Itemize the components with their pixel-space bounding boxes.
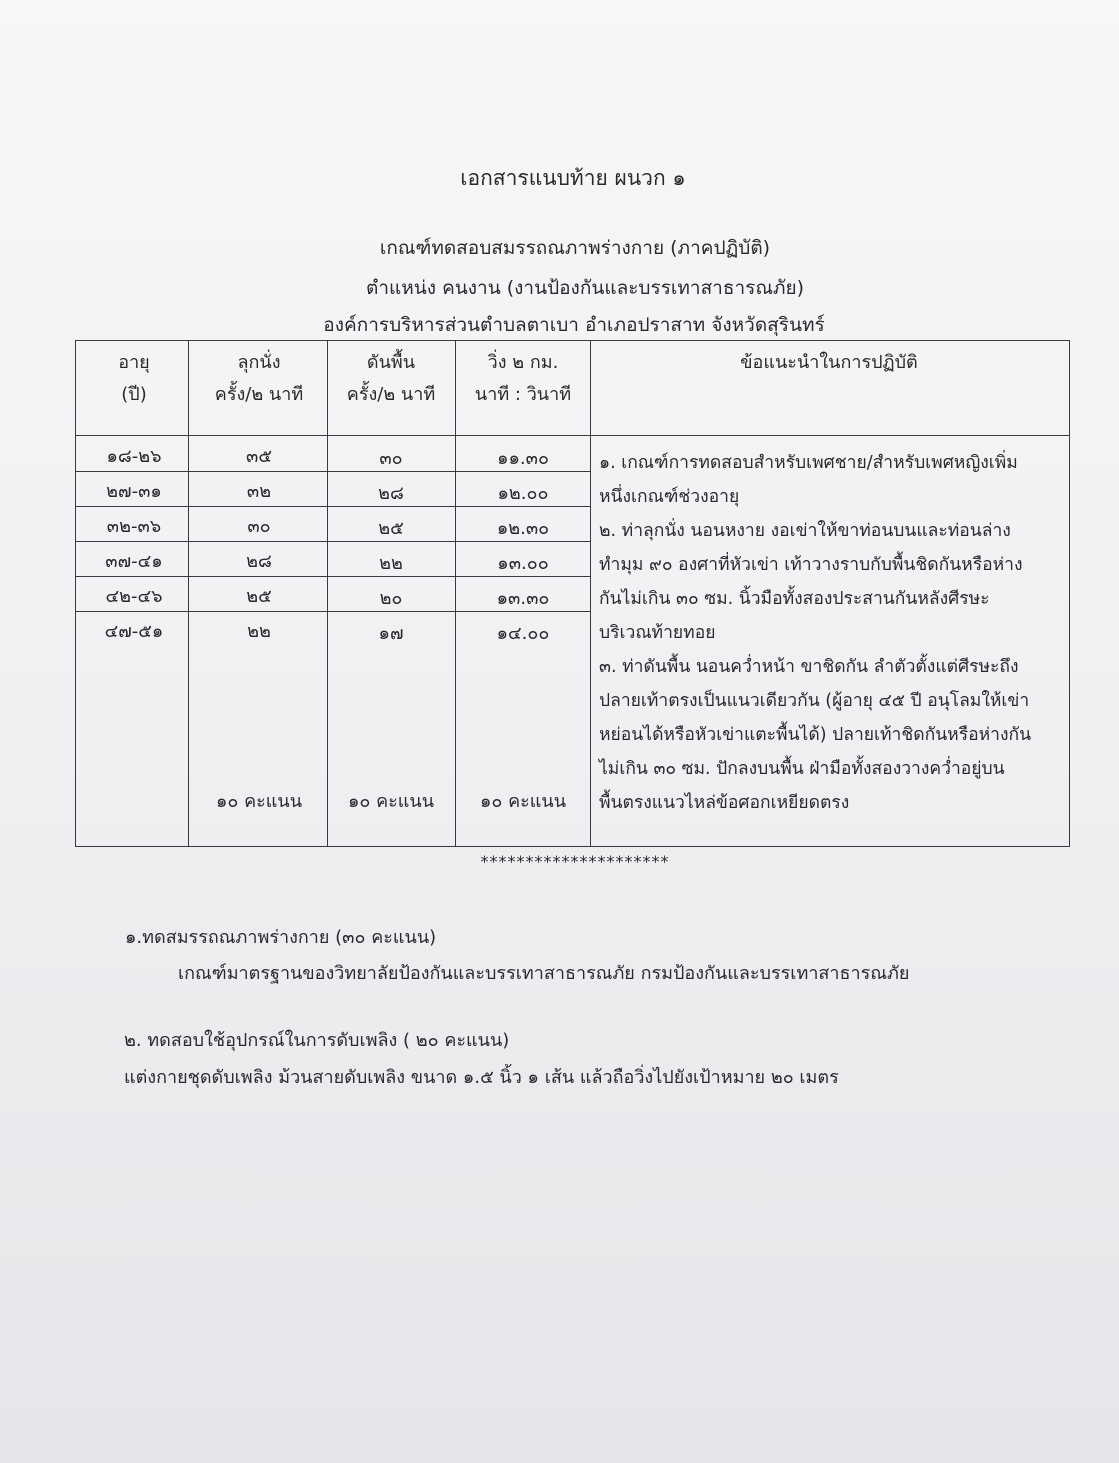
header-notes: ข้อแนะนำในการปฏิบัติ bbox=[740, 352, 918, 373]
cell-pushup: ๒๐ bbox=[379, 588, 403, 609]
cell-run: ๑๓.๐๐ bbox=[497, 553, 549, 574]
note-line: ๑. เกณฑ์การทดสอบสำหรับเพศชาย/สำหรับเพศหญิงเพิ่ม bbox=[599, 453, 1018, 473]
fitness-criteria-table bbox=[75, 340, 1070, 847]
column-divider bbox=[590, 341, 591, 846]
header-run-unit: นาที : วินาที bbox=[474, 384, 572, 405]
cell-run: ๑๑.๓๐ bbox=[497, 448, 549, 469]
cell-run: ๑๓.๓๐ bbox=[496, 588, 550, 609]
note-line: ทำมุม ๙๐ องศาที่หัวเข่า เท้าวางราบกับพื้นชิดกันหรือห่าง bbox=[599, 555, 1023, 575]
cell-situp: ๓๒ bbox=[246, 481, 272, 502]
note-line: หนึ่งเกณฑ์ช่วงอายุ bbox=[599, 487, 740, 507]
note-line: พื้นตรงแนวไหล่ข้อศอกเหยียดตรง bbox=[599, 793, 850, 813]
note-line: ๓. ท่าดันพื้น นอนคว่ำหน้า ขาชิดกัน ลำตัวตั้งแต่ศีรษะถึง bbox=[599, 657, 1019, 677]
cell-situp: ๓๕ bbox=[246, 446, 272, 467]
note-line: บริเวณท้ายทอย bbox=[599, 623, 716, 643]
cell-situp: ๒๒ bbox=[247, 621, 271, 642]
cell-pushup: ๒๘ bbox=[378, 483, 404, 504]
note-line: กันไม่เกิน ๓๐ ซม. นิ้วมือทั้งสองประสานกันหลังศีรษะ bbox=[599, 589, 990, 609]
column-divider bbox=[327, 341, 328, 846]
note-line: ปลายเท้าตรงเป็นแนวเดียวกัน (ผู้อายุ ๔๕ ปี อนุโลมให้เข่า bbox=[599, 691, 1030, 711]
score-run: ๑๐ คะแนน bbox=[479, 791, 567, 812]
cell-age: ๓๒-๓๖ bbox=[106, 516, 162, 537]
cell-situp: ๒๕ bbox=[246, 586, 272, 607]
header-age-unit: (ปี) bbox=[121, 384, 147, 405]
section2-heading: ๒. ทดสอบใช้อุปกรณ์ในการดับเพลิง ( ๒๐ คะแนน) bbox=[124, 1030, 510, 1051]
cell-pushup: ๒๕ bbox=[378, 518, 404, 539]
header-pushup-label: ดันพื้น bbox=[366, 352, 416, 373]
row-divider bbox=[76, 471, 590, 472]
header-divider bbox=[76, 435, 1069, 436]
cell-run: ๑๒.๓๐ bbox=[496, 518, 550, 539]
cell-pushup: ๑๗ bbox=[378, 623, 404, 644]
document-subtitle-position: ตำแหน่ง คนงาน (งานป้องกันและบรรเทาสาธารณภัย) bbox=[365, 277, 805, 299]
score-situp: ๑๐ คะแนน bbox=[215, 791, 303, 812]
cell-run: ๑๒.๐๐ bbox=[497, 483, 549, 504]
header-situp bbox=[215, 347, 303, 411]
section1-heading: ๑.ทดสมรรถณภาพร่างกาย (๓๐ คะแนน) bbox=[125, 927, 437, 948]
cell-age: ๔๒-๔๖ bbox=[105, 586, 163, 607]
row-divider bbox=[76, 576, 590, 577]
cell-pushup: ๓๐ bbox=[379, 448, 403, 469]
column-divider bbox=[188, 341, 189, 846]
cell-age: ๔๗-๕๑ bbox=[104, 621, 164, 642]
column-divider bbox=[455, 341, 456, 846]
document-subtitle-criteria: เกณฑ์ทดสอบสมรรถณภาพร่างกาย (ภาคปฏิบัติ) bbox=[379, 237, 771, 259]
cell-situp: ๒๘ bbox=[246, 551, 272, 572]
cell-run: ๑๔.๐๐ bbox=[496, 623, 550, 644]
header-run-label: วิ่ง ๒ กม. bbox=[487, 352, 559, 373]
row-divider bbox=[76, 611, 590, 612]
separator-stars: ********************* bbox=[480, 852, 670, 871]
header-pushup bbox=[347, 347, 435, 411]
cell-age: ๒๗-๓๑ bbox=[106, 481, 162, 502]
cell-age: ๑๘-๒๖ bbox=[106, 446, 162, 467]
header-age bbox=[118, 347, 149, 411]
document-subtitle-organization: องค์การบริหารส่วนตำบลตาเบา อำเภอปราสาท จังหวัดสุรินทร์ bbox=[323, 314, 825, 336]
cell-age: ๓๗-๔๑ bbox=[105, 551, 163, 572]
cell-situp: ๓๐ bbox=[247, 516, 271, 537]
note-line: ไม่เกิน ๓๐ ซม. ปักลงบนพื้น ฝ่ามือทั้งสองวางคว่ำอยู่บน bbox=[599, 759, 1005, 779]
header-run bbox=[475, 347, 571, 411]
row-divider bbox=[76, 506, 590, 507]
section1-body: เกณฑ์มาตรฐานของวิทยาลัยป้องกันและบรรเทาสาธารณภัย กรมป้องกันและบรรเทาสาธารณภัย bbox=[178, 963, 910, 984]
header-situp-label: ลุกนั่ง bbox=[237, 352, 281, 373]
score-pushup: ๑๐ คะแนน bbox=[347, 791, 435, 812]
header-situp-unit: ครั้ง/๒ นาที bbox=[214, 384, 304, 405]
row-divider bbox=[76, 541, 590, 542]
header-pushup-unit: ครั้ง/๒ นาที bbox=[346, 384, 436, 405]
practice-notes bbox=[599, 446, 1064, 820]
header-age-label: อายุ bbox=[118, 352, 150, 373]
section2-body: แต่งกายชุดดับเพลิง ม้วนสายดับเพลิง ขนาด ๑.๕ นิ้ว ๑ เส้น แล้วถือวิ่งไปยังเป้าหมาย ๒๐ เมตร bbox=[124, 1067, 839, 1088]
cell-pushup: ๒๒ bbox=[379, 553, 403, 574]
note-line: หย่อนได้หรือหัวเข่าแตะพื้นได้) ปลายเท้าชิดกันหรือห่างกัน bbox=[599, 725, 1032, 745]
document-title: เอกสารแนบท้าย ผนวก ๑ bbox=[460, 166, 686, 190]
note-line: ๒. ท่าลุกนั่ง นอนหงาย งอเข่าให้ขาท่อนบนและท่อนล่าง bbox=[599, 521, 1011, 541]
